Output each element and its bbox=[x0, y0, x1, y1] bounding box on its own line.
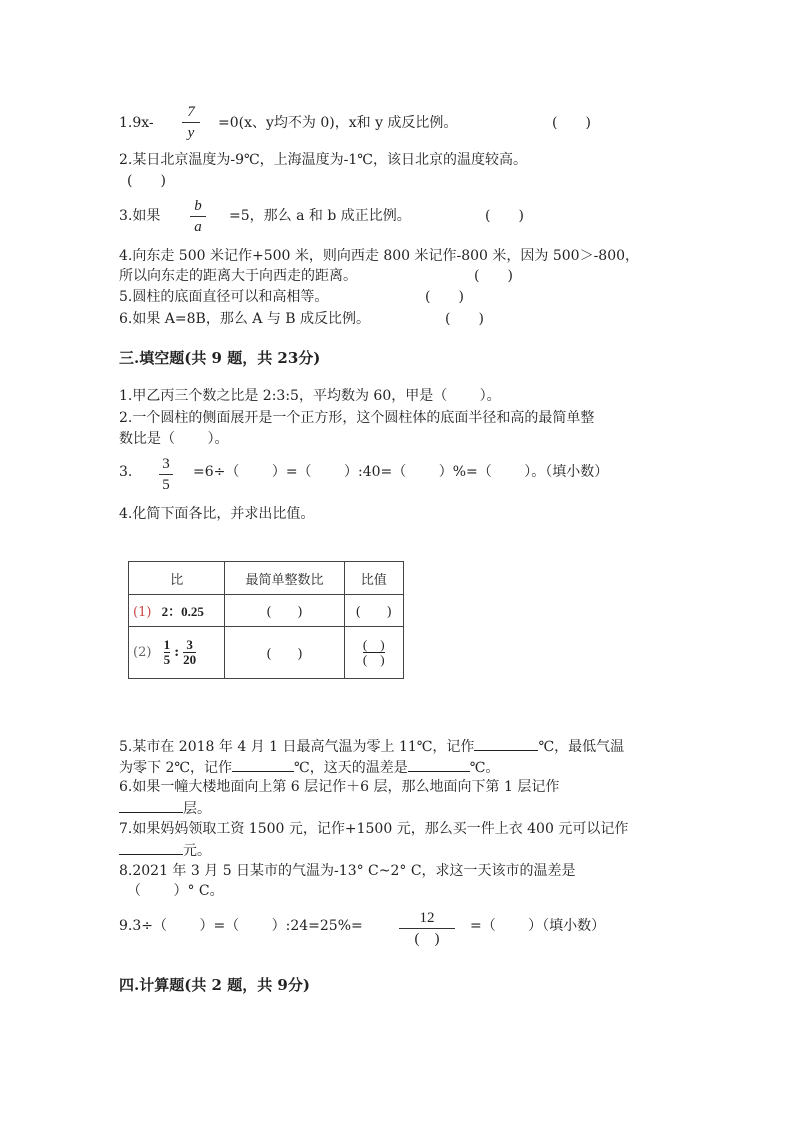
row2-ratio-cell bbox=[129, 627, 225, 679]
fraction-bar bbox=[190, 216, 206, 217]
fill-q5-text-e: ℃。 bbox=[469, 760, 500, 776]
judge-q1-text: =0(x、y均不为 0)，x和 y 成反比例。 bbox=[218, 115, 458, 131]
answer-blank[interactable] bbox=[474, 736, 538, 751]
judge-q4-line1: 4.向东走 500 米记作+500 米，则向西走 800 米记作-800 米，因为 500＞-800， bbox=[119, 248, 640, 264]
fill-q9-fraction bbox=[399, 910, 455, 947]
judge-q5-text: 5.圆柱的底面直径可以和高相等。 bbox=[119, 289, 329, 305]
fraction-numerator: 12 bbox=[419, 910, 435, 926]
answer-blank[interactable] bbox=[232, 757, 294, 772]
fill-q5-line1 bbox=[119, 736, 624, 756]
answer-blank[interactable] bbox=[408, 757, 470, 772]
row2-value-cell[interactable] bbox=[344, 627, 404, 679]
fill-q7-line1: 7.如果妈妈领取工资 1500 元，记作+1500 元，那么买一件上衣 400 元可以记作 bbox=[119, 821, 629, 837]
fraction-denominator: ( ) bbox=[362, 652, 385, 667]
judge-q4-answer-paren[interactable]: ( ) bbox=[474, 268, 513, 284]
fill-q8-line2: （ ）° C。 bbox=[127, 883, 224, 899]
fill-q2-line2: 数比是（ ）。 bbox=[119, 431, 229, 447]
judge-q5-answer-paren[interactable]: ( ) bbox=[425, 289, 464, 305]
fraction-denominator: 5 bbox=[163, 652, 171, 667]
fraction-numerator: 3 bbox=[186, 637, 193, 652]
fill-q4: 4.化简下面各比，并求出比值。 bbox=[119, 506, 315, 522]
fill-q7-line2 bbox=[119, 840, 211, 860]
section3-title: 三.填空题(共 9 题，共 23分) bbox=[119, 349, 321, 367]
row2-ratio-colon: : bbox=[174, 645, 180, 660]
fill-q5-line2 bbox=[119, 757, 499, 777]
fill-q5-text-c: 为零下 2℃，记作 bbox=[119, 760, 233, 776]
fill-q9-pre: 9.3÷（ ）=（ ）:24=25%= bbox=[119, 918, 363, 934]
fraction-bar bbox=[159, 474, 173, 475]
judge-q2-text: 2.某日北京温度为-9℃，上海温度为-1℃，该日北京的温度较高。 bbox=[119, 152, 527, 168]
fraction-numerator: 3 bbox=[162, 456, 170, 472]
judge-q1-fraction bbox=[182, 104, 200, 141]
row2-value-fraction bbox=[363, 638, 385, 667]
judge-q1-pre: 1.9x- bbox=[119, 115, 154, 131]
row1-index: (1) bbox=[133, 605, 152, 620]
fill-q7-text: 元。 bbox=[183, 843, 211, 859]
fill-q1: 1.甲乙丙三个数之比是 2:3:5，平均数为 60，甲是（ ）。 bbox=[119, 388, 501, 404]
judge-q1-answer-paren[interactable]: ( ) bbox=[552, 115, 591, 131]
fraction-denominator: a bbox=[194, 219, 202, 235]
row1-ratio-cell bbox=[129, 595, 225, 627]
judge-q6-answer-paren[interactable]: ( ) bbox=[445, 311, 484, 327]
fraction-denominator: 5 bbox=[162, 477, 170, 493]
row2-simplest[interactable]: ( ) bbox=[225, 627, 344, 679]
fraction-bar bbox=[399, 928, 455, 929]
fill-q6-text: 层。 bbox=[183, 801, 211, 817]
fill-q5-text-b: ℃，最低气温 bbox=[538, 739, 625, 755]
header-ratio: 比 bbox=[129, 562, 225, 595]
fraction-numerator: b bbox=[194, 198, 202, 214]
fraction-denominator: ( ) bbox=[414, 931, 440, 947]
table-row bbox=[129, 595, 404, 627]
row1-value[interactable]: ( ) bbox=[344, 595, 404, 627]
header-simplest: 最简单整数比 bbox=[225, 562, 344, 595]
judge-q3-text: =5，那么 a 和 b 成正比例。 bbox=[229, 208, 411, 224]
ratio-table bbox=[128, 561, 404, 679]
row1-simplest[interactable]: ( ) bbox=[225, 595, 344, 627]
fill-q9-text: =（ ）（填小数） bbox=[470, 918, 606, 934]
fill-q8-line1: 8.2021 年 3 月 5 日某市的气温为-13° C~2° C，求这一天该市的温差是 bbox=[119, 863, 576, 879]
fill-q3-pre: 3. bbox=[119, 464, 133, 480]
fill-q5-text-d: ℃，这天的温差是 bbox=[294, 760, 408, 776]
fraction-bar bbox=[182, 122, 200, 123]
answer-blank[interactable] bbox=[119, 840, 183, 855]
judge-q3-answer-paren[interactable]: ( ) bbox=[485, 208, 524, 224]
fraction-numerator: 7 bbox=[187, 104, 195, 120]
answer-blank[interactable] bbox=[119, 798, 183, 813]
fill-q2-line1: 2.一个圆柱的侧面展开是一个正方形，这个圆柱体的底面半径和高的最简单整 bbox=[119, 410, 595, 426]
judge-q4-line2: 所以向东走的距离大于向西走的距离。 bbox=[119, 268, 357, 284]
fill-q6-line2 bbox=[119, 798, 211, 818]
fraction-numerator: ( ) bbox=[362, 637, 385, 652]
table-row bbox=[129, 627, 404, 679]
fill-q3-fraction bbox=[159, 456, 173, 493]
judge-q2-answer-paren[interactable]: ( ) bbox=[127, 173, 166, 189]
judge-q3-fraction bbox=[190, 198, 206, 235]
judge-q6-text: 6.如果 A=8B，那么 A 与 B 成反比例。 bbox=[119, 311, 371, 327]
section4-title: 四.计算题(共 2 题，共 9分) bbox=[119, 976, 310, 994]
fraction-numerator: 1 bbox=[163, 637, 171, 652]
row2-fraction-b bbox=[183, 638, 196, 667]
fraction-denominator: 20 bbox=[183, 652, 197, 667]
judge-q3-pre: 3.如果 bbox=[119, 208, 161, 224]
fill-q6-line1: 6.如果一幢大楼地面向上第 6 层记作＋6 层，那么地面向下第 1 层记作 bbox=[119, 779, 560, 795]
fill-q5-text-a: 5.某市在 2018 年 4 月 1 日最高气温为零上 11℃，记作 bbox=[119, 739, 475, 755]
ratio-table-header-row bbox=[129, 562, 404, 595]
header-value: 比值 bbox=[344, 562, 404, 595]
fraction-denominator: y bbox=[187, 125, 195, 141]
row2-index: (2) bbox=[133, 645, 152, 660]
fill-q3-text: =6÷（ ）=（ ）:40=（ ）%=（ ）。（填小数） bbox=[193, 464, 609, 480]
row2-fraction-a bbox=[164, 638, 171, 667]
row1-ratio: 2：0.25 bbox=[161, 604, 204, 619]
